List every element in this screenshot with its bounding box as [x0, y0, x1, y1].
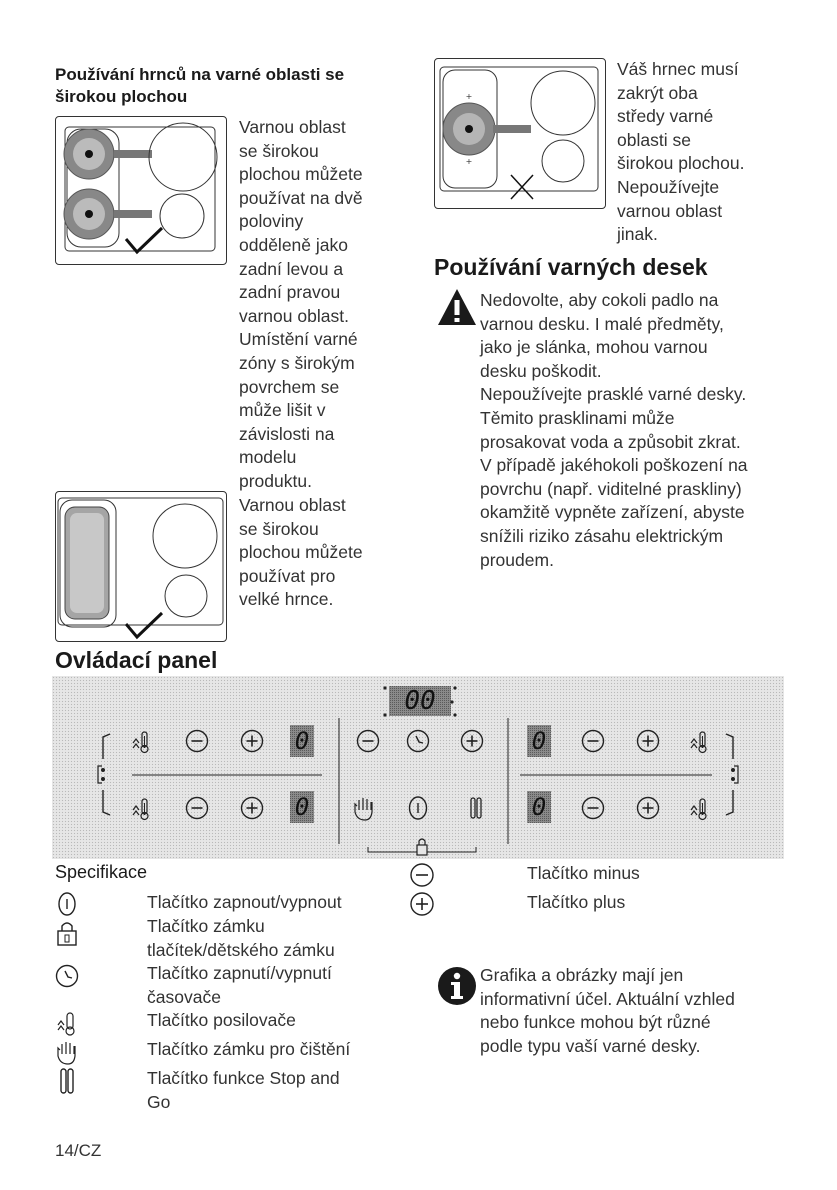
- text-line: Tlačítko funkce Stop and: [147, 1068, 340, 1088]
- text-line: časovače: [147, 986, 221, 1007]
- spec-item-plus: Tlačítko plus: [527, 892, 626, 912]
- spec-item-stop-go: [147, 1067, 340, 1114]
- text-line: odděleně jako: [239, 234, 348, 255]
- text-line: desku poškodit.: [480, 360, 602, 381]
- text-line: se širokou: [239, 518, 319, 539]
- hob-illustration: [435, 59, 605, 208]
- text-line: varnou oblast.: [239, 305, 349, 326]
- pause-icon: [61, 1069, 73, 1093]
- info-text: [480, 964, 735, 1058]
- text-line: plochou můžete: [239, 542, 363, 563]
- spec-icons-right: [408, 862, 438, 922]
- section-heading-control-panel: Ovládací panel: [55, 647, 218, 673]
- power-icon: [59, 893, 75, 915]
- text-line: nebo funkce mohou být různé: [480, 1012, 711, 1033]
- text-line: Varnou oblast: [239, 495, 346, 515]
- spec-item-minus: Tlačítko minus: [527, 863, 640, 883]
- text-line: tlačítek/dětského zámku: [147, 939, 335, 960]
- timer-display: 00: [404, 686, 436, 716]
- spec-item-clean-lock: [147, 1038, 350, 1062]
- text-line: povrchu (např. viditelné praskliny): [480, 478, 742, 499]
- booster-icon: [58, 1013, 74, 1035]
- text-line: prosakovat voda a způsobit zkrat.: [480, 431, 741, 452]
- text-line: poloviny: [239, 211, 304, 232]
- text-line: V případě jakéhokoli poškození na: [480, 455, 748, 476]
- text-line: může lišit v: [239, 400, 326, 421]
- zone-display-left-top: 0: [294, 727, 310, 755]
- text-line: modelu: [239, 447, 297, 468]
- text-line: Go: [147, 1091, 171, 1112]
- text-line: zakrýt oba: [617, 82, 698, 103]
- text-line: Tlačítko zapnutí/vypnutí: [147, 963, 332, 983]
- text-line: snížili riziko zásahu elektrickým: [480, 525, 724, 546]
- control-panel: [52, 676, 784, 859]
- spec-item-booster: [147, 1009, 296, 1033]
- figure-wide-zone-large-pot: [55, 491, 227, 642]
- text-line: Váš hrnec musí: [617, 59, 739, 79]
- text-line: oblasti se: [617, 129, 691, 150]
- text-line: Grafika a obrázky mají jen: [480, 965, 684, 985]
- text-line: Těmito prasklinami může: [480, 407, 675, 428]
- text-line: Tlačítko zámku: [147, 916, 265, 936]
- text-line: velké hrnce.: [239, 589, 334, 610]
- text-line: středy varné: [617, 106, 714, 127]
- text-line: používat na dvě: [239, 187, 363, 208]
- section-heading-hob: Používání varných desek: [434, 254, 708, 280]
- text-line: proudem.: [480, 549, 554, 570]
- text-line: varnou desku. I malé předměty,: [480, 313, 724, 334]
- text-line: informativní účel. Aktuální vzhled: [480, 988, 735, 1009]
- text-line: jinak.: [617, 224, 658, 245]
- hob-illustration: [56, 492, 226, 641]
- minus-icon: [411, 864, 433, 886]
- warning-triangle-icon: [436, 287, 478, 327]
- lock-icon: [58, 923, 76, 945]
- text-line: Tlačítko posilovače: [147, 1010, 296, 1030]
- text-line: Umístění varné: [239, 329, 358, 350]
- text-line: zóny s širokým: [239, 352, 355, 373]
- text-line: Nepoužívejte prasklé varné desky.: [480, 384, 747, 405]
- zone-display-right-bottom: 0: [531, 793, 547, 821]
- text-line: zadní pravou: [239, 282, 341, 303]
- page-number: 14/CZ: [55, 1141, 102, 1160]
- hob-illustration: [56, 117, 226, 264]
- hand-icon: [58, 1042, 75, 1064]
- spec-heading: Specifikace: [55, 862, 148, 882]
- wide-zone-paragraph-1: [239, 116, 363, 494]
- spec-item-lock: [147, 915, 335, 962]
- text-line: podle typu vaší varné desky.: [480, 1035, 701, 1056]
- wrong-placement-paragraph: [617, 58, 744, 247]
- svg-text:+: +: [465, 157, 473, 166]
- text-line: závislosti na: [239, 423, 335, 444]
- info-icon: [437, 966, 477, 1006]
- svg-text:+: +: [465, 92, 473, 101]
- spec-item-power: [147, 891, 342, 915]
- plus-icon: [411, 893, 433, 915]
- zone-display-right-top: 0: [531, 727, 547, 755]
- text-line: širokou plochou.: [617, 153, 745, 174]
- text-line: Nepoužívejte: [617, 176, 720, 197]
- text-line: okamžitě vypněte zařízení, abyste: [480, 502, 745, 523]
- spec-item-timer: [147, 962, 332, 1009]
- text-line: jako je slánka, mohou varnou: [480, 337, 708, 358]
- text-line: Varnou oblast: [239, 117, 346, 137]
- text-line: produktu.: [239, 470, 312, 491]
- figure-wide-zone-halves: [55, 116, 227, 265]
- timer-icon: [57, 966, 78, 987]
- zone-display-left-bottom: 0: [294, 793, 310, 821]
- text-line: Tlačítko zámku pro čištění: [147, 1039, 351, 1059]
- text-line: Nedovolte, aby cokoli padlo na: [480, 290, 719, 310]
- text-line: plochou můžete: [239, 164, 363, 185]
- text-line: zadní levou a: [239, 258, 344, 279]
- figure-wrong-placement: [434, 58, 606, 209]
- text-line: Tlačítko zapnout/vypnout: [147, 892, 342, 912]
- section-heading-wide-zone: Používání hrnců na varné oblasti se širokou plochou: [55, 65, 345, 106]
- text-line: se širokou: [239, 140, 319, 161]
- text-line: varnou oblast: [617, 200, 723, 221]
- text-line: povrchem se: [239, 376, 340, 397]
- wide-zone-paragraph-2: [239, 494, 363, 612]
- hob-warning-text: [480, 289, 748, 572]
- spec-icons: [55, 890, 95, 1122]
- text-line: používat pro: [239, 565, 336, 586]
- warning-icon: [436, 287, 478, 332]
